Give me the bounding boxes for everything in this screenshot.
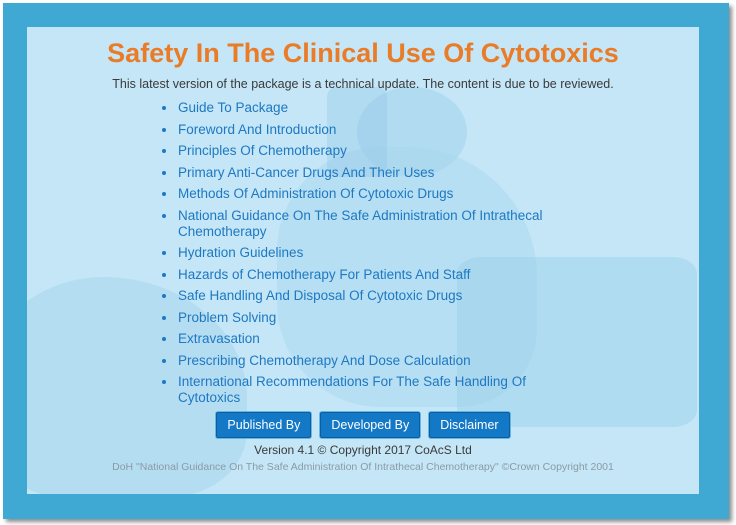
developed-by-button[interactable]: Developed By: [320, 412, 420, 438]
menu-item-hazards-of-chemotherapy[interactable]: Hazards of Chemotherapy For Patients And Staff: [159, 267, 579, 283]
menu-item-prescribing-chemotherapy[interactable]: Prescribing Chemotherapy And Dose Calculation: [159, 353, 579, 369]
contents-menu: [159, 97, 579, 406]
published-by-button[interactable]: Published By: [216, 412, 311, 438]
menu-item-foreword-and-introduction[interactable]: Foreword And Introduction: [159, 122, 579, 138]
page-title: Safety In The Clinical Use Of Cytotoxics: [107, 38, 619, 68]
menu-item-international-recommendations[interactable]: International Recommendations For The Safe Handling Of Cytotoxics: [159, 374, 579, 406]
version-text: Version 4.1 © Copyright 2017 CoAcS Ltd: [254, 443, 472, 457]
menu-item-problem-solving[interactable]: Problem Solving: [159, 310, 579, 326]
window-frame: [3, 3, 729, 519]
menu-item-principles-of-chemotherapy[interactable]: Principles Of Chemotherapy: [159, 143, 579, 159]
menu-item-hydration-guidelines[interactable]: Hydration Guidelines: [159, 245, 579, 261]
copyright-text: DoH "National Guidance On The Safe Administration Of Intrathecal Chemotherapy" ©Crown Copyright 2001: [112, 461, 614, 473]
content-panel: [27, 27, 699, 494]
disclaimer-button[interactable]: Disclaimer: [429, 412, 509, 438]
menu-item-safe-handling-and-disposal[interactable]: Safe Handling And Disposal Of Cytotoxic Drugs: [159, 288, 579, 304]
menu-item-guide-to-package[interactable]: Guide To Package: [159, 100, 579, 116]
menu-item-national-guidance-intrathecal[interactable]: National Guidance On The Safe Administration Of Intrathecal Chemotherapy: [159, 208, 579, 240]
menu-item-extravasation[interactable]: Extravasation: [159, 331, 579, 347]
menu-item-primary-anti-cancer-drugs[interactable]: Primary Anti-Cancer Drugs And Their Uses: [159, 165, 579, 181]
menu-item-methods-of-administration[interactable]: Methods Of Administration Of Cytotoxic Drugs: [159, 186, 579, 202]
button-bar: [27, 412, 699, 438]
page-subtitle: This latest version of the package is a technical update. The content is due to be reviewed.: [112, 77, 614, 91]
